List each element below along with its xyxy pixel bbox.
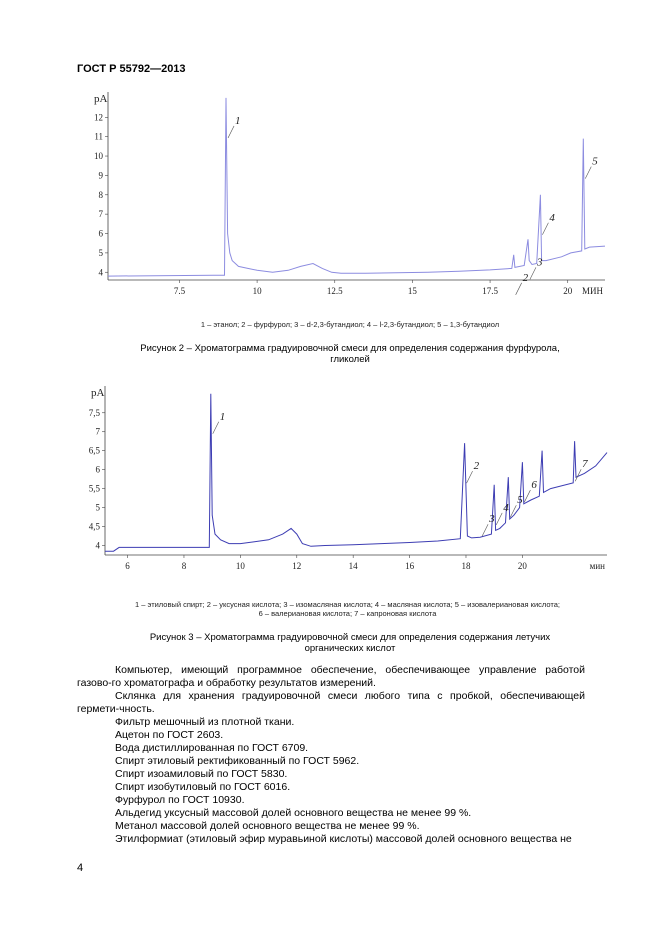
chart2-x-tick-label: 20	[517, 561, 527, 571]
figure3-legend-line1: 1 – этиловый спирт; 2 – уксусная кислота; 3 – изомасляная кислота; 4 – масляная кислота; 5 – изовалериановая кислота;	[135, 600, 560, 609]
paragraph-ethyl-formate: Этилформиат (этиловый эфир муравьиной кислоты) массовой долей основного вещества не	[115, 833, 572, 845]
figure2-caption-line1: Рисунок 2 – Хроматограмма градуировочной смеси для определения содержания фурфурола,	[140, 343, 560, 354]
chart2-y-tick-label: 5,5	[88, 483, 100, 494]
list-item: Фурфурол по ГОСТ 10930.	[115, 794, 245, 806]
chart1-peak-label: 4	[549, 211, 555, 224]
chart2-x-unit-label: мин	[589, 561, 605, 571]
chart2-peak-leader	[482, 524, 488, 536]
chart2-x-tick-label: 8	[181, 561, 187, 571]
figure3-caption	[85, 632, 615, 654]
chart1-peak-label: 2	[522, 271, 529, 284]
chart2-x-tick-label: 18	[461, 561, 471, 571]
figure2-caption-line2: гликолей	[330, 354, 370, 365]
chart1-peak-leader	[530, 267, 536, 279]
paragraph-flask: Склянка для хранения градуировочной смеси любого типа с пробкой, обеспечивающей гермети-чность.	[77, 690, 585, 715]
chart2-y-tick-label: 7	[95, 426, 100, 437]
chart1-y-tick-label: 5	[98, 247, 103, 258]
chart2-peak-label: 5	[517, 494, 523, 507]
chart2-y-tick-label: 7,5	[88, 407, 100, 418]
figure2-legend: 1 – этанол; 2 – фурфурол; 3 – d-2,3-бутандиол; 4 – l-2,3-бутандиол; 5 – 1,3-бутандиол	[200, 320, 500, 329]
chart2-y-tick-label: 6	[95, 464, 100, 475]
chromatogram-chart-figure2	[85, 88, 615, 303]
chart1-y-tick-label: 8	[98, 189, 103, 200]
paragraph-computer: Компьютер, имеющий программное обеспечение, обеспечивающее управление работой газово-го хроматографа и обработку результатов измерений.	[77, 664, 585, 689]
chart1-peak-leader	[516, 283, 522, 295]
figure2-caption	[85, 343, 615, 365]
figure3-caption-line2: органических кислот	[304, 643, 396, 654]
chart2-peak-label: 3	[489, 513, 495, 526]
chart1-x-tick-label: 15	[407, 286, 417, 296]
chart2-y-tick-label: 4	[95, 540, 100, 551]
page-number: 4	[77, 862, 84, 874]
chart1-y-tick-label: 6	[98, 228, 103, 239]
chart1-x-tick-label: 12.5	[326, 286, 343, 296]
chart2-peak-leader	[496, 513, 502, 525]
figure3-legend	[75, 600, 620, 618]
chart1-y-tick-label: 12	[94, 112, 103, 123]
list-item: Ацетон по ГОСТ 2603.	[115, 729, 224, 741]
chart1-peak-leader	[585, 167, 591, 179]
chart2-x-tick-label: 10	[235, 561, 245, 571]
chart1-peak-label: 3	[536, 256, 543, 269]
chart1-series-line	[108, 98, 605, 276]
chart1-peak-label: 1	[235, 114, 241, 127]
chart1-peak-leader	[542, 223, 548, 235]
chart2-y-tick-label: 4,5	[88, 521, 100, 532]
chart2-peak-leader	[213, 422, 219, 434]
chart2-peak-label: 1	[219, 410, 226, 423]
chart1-peak-label: 5	[592, 155, 598, 168]
figure3-legend-line2: 6 – валериановая кислота; 7 – капроновая кислота	[258, 609, 437, 618]
list-item: Спирт изобутиловый по ГОСТ 6016.	[115, 781, 291, 793]
chart1-x-tick-label: 17.5	[482, 286, 498, 296]
chart1-x-tick-label: 20	[563, 286, 573, 296]
chart2-peak-leader	[467, 471, 473, 483]
chart1-y-unit-label: pA	[94, 93, 108, 105]
chart1-x-tick-label: 10	[252, 286, 262, 296]
list-item: Спирт этиловый ректификованный по ГОСТ 5962.	[115, 755, 360, 767]
list-item: Фильтр мешочный из плотной ткани.	[115, 716, 295, 728]
figure3-caption-line1: Рисунок 3 – Хроматограмма градуировочной смеси для определения содержания летучих	[149, 632, 551, 643]
chart1-y-tick-label: 4	[98, 267, 103, 278]
chart2-x-tick-label: 6	[125, 561, 130, 571]
body-text	[77, 664, 585, 846]
chart1-y-tick-label: 10	[94, 151, 103, 162]
chart1-y-tick-label: 7	[98, 209, 103, 220]
chart2-peak-label: 6	[531, 479, 537, 492]
chart2-x-tick-label: 12	[292, 561, 302, 571]
chart2-y-unit-label: pA	[91, 387, 105, 399]
chart1-y-tick-label: 9	[98, 170, 103, 181]
chart2-x-tick-label: 16	[405, 561, 415, 571]
chart1-x-unit-label: МИН	[581, 286, 603, 296]
chromatogram-chart-figure3	[80, 378, 615, 578]
list-item: Метанол массовой долей основного вещества не менее 99 %.	[115, 820, 420, 832]
list-item: Вода дистиллированная по ГОСТ 6709.	[115, 742, 309, 754]
chart2-y-tick-label: 5	[95, 502, 100, 513]
chart2-x-tick-label: 14	[348, 561, 358, 571]
chart1-y-tick-label: 11	[94, 131, 103, 142]
list-item: Спирт изоамиловый по ГОСТ 5830.	[115, 768, 288, 780]
chart2-series-line	[105, 394, 607, 551]
list-item: Альдегид уксусный массовой долей основного вещества не менее 99 %.	[115, 807, 472, 819]
chart2-peak-label: 2	[473, 460, 480, 473]
chart2-peak-label: 4	[503, 501, 509, 514]
chart1-x-tick-label: 7.5	[173, 286, 186, 296]
chart2-y-tick-label: 6,5	[88, 445, 100, 456]
chart2-peak-label: 7	[582, 458, 588, 471]
chart1-peak-leader	[228, 126, 234, 138]
document-header: ГОСТ Р 55792—2013	[77, 63, 186, 75]
